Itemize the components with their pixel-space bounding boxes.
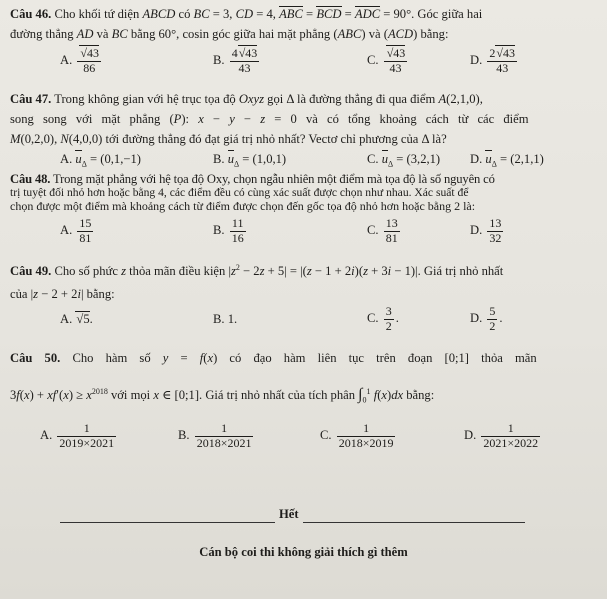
q46-option-c: C. $\frac{√43}{43}$ xyxy=(367,46,406,75)
q47-option-d: D. $u_\Delta = (2,1,1)$ xyxy=(470,152,544,169)
q47-option-b: B. $u_\Delta = (1,0,1)$ xyxy=(213,152,287,169)
q48-line3: chọn được một điểm mà khoảng cách từ điểm được chọn đến gốc tọa độ nhỏ hơn hoặc bằng 2 là: xyxy=(10,199,476,213)
q46-line1: Câu 46. Cho khối tứ diện ABCD có BC = 3, CD = 4, ABC = BCD = ADC = 90°. Góc giữa hai xyxy=(10,7,483,21)
q49-option-c: C. $\frac{3}{2}$ . xyxy=(367,304,399,333)
q48-option-c: C. $\frac{13}{81}$ xyxy=(367,216,398,245)
q49-line1: Câu 49. Cho số phức z thỏa mãn điều kiện $|z^2 - 2z + 5| = |(z - 1 + 2i)(z + 3i - 1)|$. Giá trị nhỏ nhất xyxy=(10,263,504,279)
proctor-note: Cán bộ coi thi không giải thích gì thêm xyxy=(199,545,408,559)
end-marker: Hết xyxy=(279,507,299,521)
q50-option-c: C. $\frac{1}{2018\times 2019}$ xyxy=(320,421,394,450)
q50-line2: $3f(x) + xf'(x) \ge x^{2018}$ với mọi x ∈ [0;1]. Giá trị nhỏ nhất của tích phân $\int_0^1$ f(x)dx bằng: xyxy=(10,386,435,405)
q47-line2: song song với mặt phẳng (P): x − y − z = 0 và có tổng khoảng cách từ các điểm xyxy=(10,112,529,126)
q50-label: Câu 50. xyxy=(10,351,61,365)
q48-option-b: B. $\frac{11}{16}$ xyxy=(213,216,244,245)
end-rule-right xyxy=(303,522,525,523)
q47-line3: M(0,2,0), N(4,0,0) tới đường thẳng đó đạt giá trị nhỏ nhất? Vectơ chỉ phương của Δ là? xyxy=(10,132,447,146)
q47-label: Câu 47. xyxy=(10,92,52,106)
q47-line1: Câu 47. Trong không gian với hệ trục tọa độ Oxyz gọi Δ là đường thẳng đi qua điểm A(2,1,0), xyxy=(10,92,483,106)
q49-option-d: D. $\frac{5}{2}$ . xyxy=(470,304,503,333)
q47-option-a: A. $u_\Delta = (0,1,-1)$ xyxy=(60,152,141,169)
q46-option-a: A. $\frac{√43}{86}$ xyxy=(60,46,99,75)
q46-option-d: D. $\frac{2√43}{43}$ xyxy=(470,46,515,75)
q48-option-d: D. $\frac{13}{32}$ xyxy=(470,216,502,245)
q50-option-d: D. $\frac{1}{2021\times 2022}$ xyxy=(464,421,539,450)
q49-option-a: A. √5. xyxy=(60,312,93,326)
q49-option-b: B. 1. xyxy=(213,312,238,326)
end-rule-left xyxy=(60,522,275,523)
q48-label: Câu 48. xyxy=(10,172,51,186)
q50-option-a: A. $\frac{1}{2019\times 2021}$ xyxy=(40,421,115,450)
q46-label: Câu 46. xyxy=(10,7,52,21)
q46-option-b: B. $\frac{4√43}{43}$ xyxy=(213,46,258,75)
q50-line1: Câu 50. Cho hàm số y = f(x) có đạo hàm liên tục trên đoạn [0;1] thỏa mãn xyxy=(10,351,537,365)
q49-line2: của |z − 2 + 2i| bằng: xyxy=(10,287,115,301)
q48-line1: Câu 48. Trong mặt phẳng với hệ tọa độ Oxy, chọn ngẫu nhiên một điểm mà tọa độ là số nguyên có xyxy=(10,172,495,186)
q49-label: Câu 49. xyxy=(10,264,52,279)
q48-option-a: A. $\frac{15}{81}$ xyxy=(60,216,92,245)
q46-line2: đường thẳng AD và BC bằng 60°, cosin góc giữa hai mặt phẳng (ABC) và (ACD) bằng: xyxy=(10,27,449,41)
q47-option-c: C. $u_\Delta = (3,2,1)$ xyxy=(367,152,441,169)
q48-line2: trị tuyệt đối nhỏ hơn hoặc bằng 4, các điểm đều có cùng xác suất được chọn như nhau. Xác suất để xyxy=(10,186,469,199)
q50-option-b: B. $\frac{1}{2018\times 2021}$ xyxy=(178,421,252,450)
